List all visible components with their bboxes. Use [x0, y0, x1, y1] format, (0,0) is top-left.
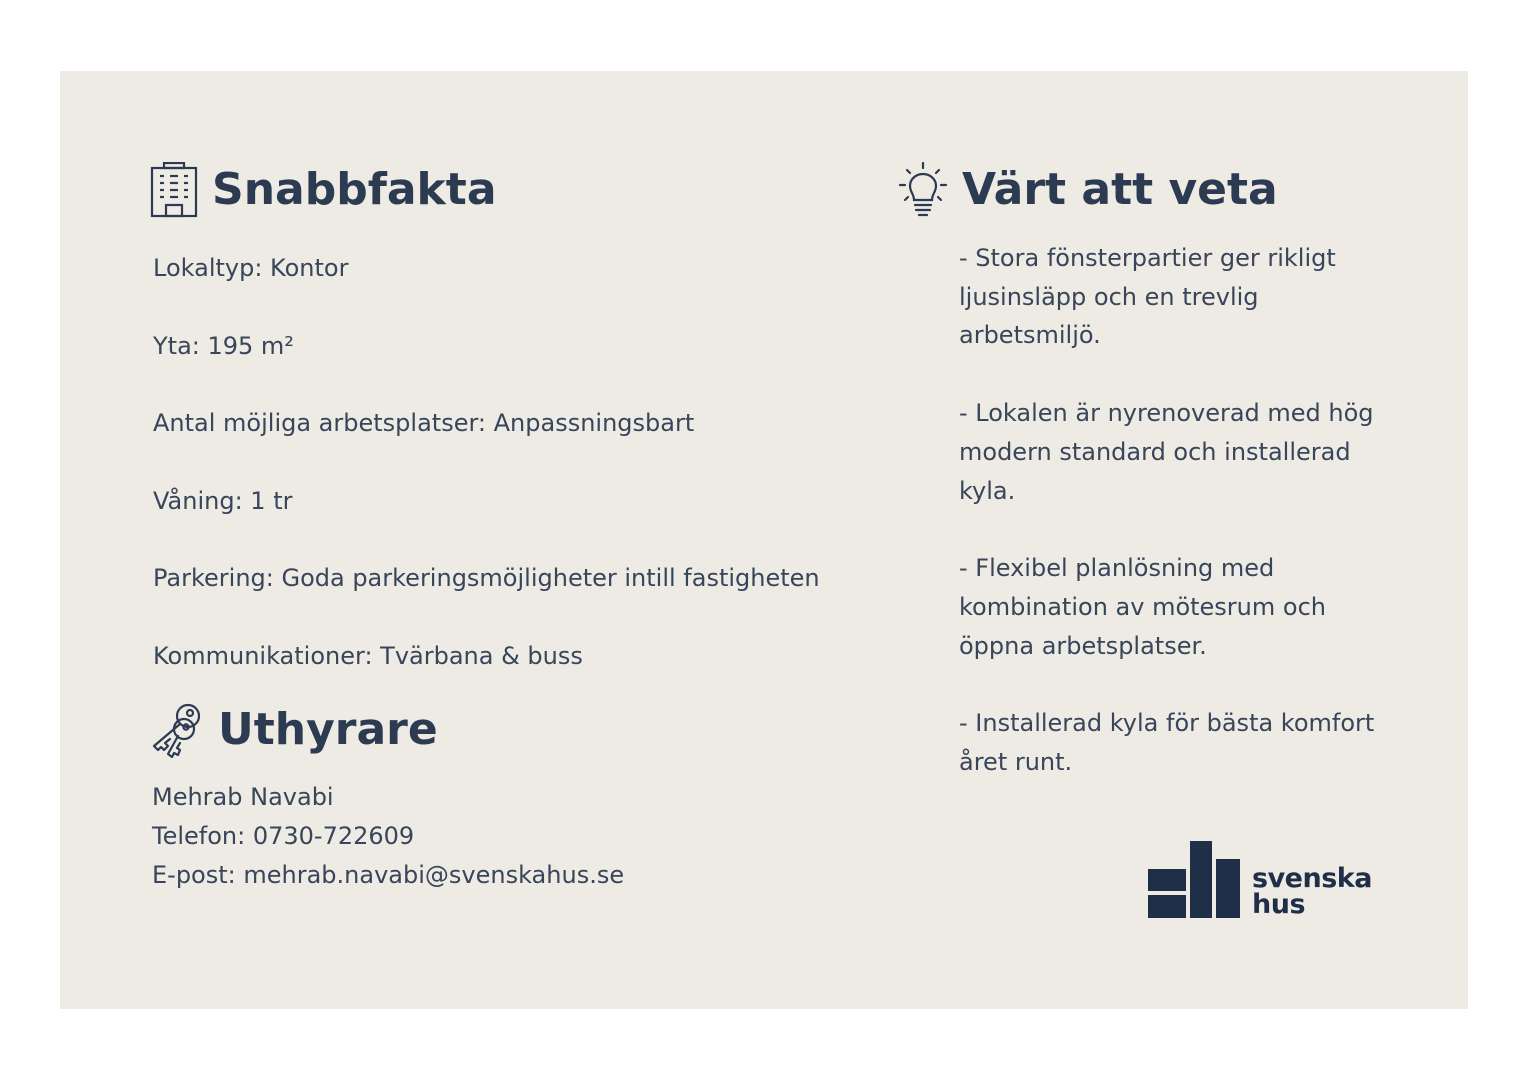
fact-arbetsplatser: Antal möjliga arbetsplatser: Anpassningsbart [153, 409, 695, 437]
fact-parkering: Parkering: Goda parkeringsmöjligheter intill fastigheten [153, 564, 820, 592]
logo-text [1252, 863, 1372, 920]
tip-nyrenoverad: - Lokalen är nyrenoverad med hög modern standard och installerad kyla. [959, 399, 1374, 505]
tip-fonsterpartier: - Stora fönsterpartier ger rikligt ljusinsläpp och en trevlig arbetsmiljö. [959, 244, 1336, 350]
tip-planlosning: - Flexibel planlösning med kombination av mötesrum och öppna arbetsplatser. [959, 554, 1326, 660]
fact-kommunikationer: Kommunikationer: Tvärbana & buss [153, 641, 583, 670]
contact-block [152, 778, 624, 895]
fact-yta: Yta: 195 m² [153, 331, 294, 360]
keys-icon [150, 702, 204, 758]
logo-line2: hus [1252, 889, 1306, 920]
contact-name: Mehrab Navabi [152, 783, 334, 811]
vart-att-veta-title: Värt att veta [962, 164, 1278, 215]
building-icon [150, 162, 198, 218]
fact-lokaltyp: Lokaltyp: Kontor [153, 254, 349, 282]
logo-mark-icon [1148, 841, 1240, 918]
uthyrare-title: Uthyrare [218, 704, 438, 755]
uthyrare-heading [150, 702, 438, 758]
snabbfakta-list [153, 250, 820, 715]
contact-phone[interactable]: Telefon: 0730-722609 [152, 822, 415, 850]
contact-email[interactable]: E-post: mehrab.navabi@svenskahus.se [152, 861, 625, 889]
lightbulb-icon [898, 162, 948, 218]
vart-att-veta-heading [898, 162, 1278, 218]
svenska-hus-logo [1148, 841, 1372, 918]
tip-kyla: - Installerad kyla för bästa komfort året runt. [959, 709, 1375, 777]
snabbfakta-heading [150, 162, 497, 218]
snabbfakta-title: Snabbfakta [212, 164, 497, 215]
vart-att-veta-list [959, 239, 1399, 821]
fact-vaning: Våning: 1 tr [153, 486, 293, 515]
logo-line1: svenska [1252, 863, 1372, 894]
